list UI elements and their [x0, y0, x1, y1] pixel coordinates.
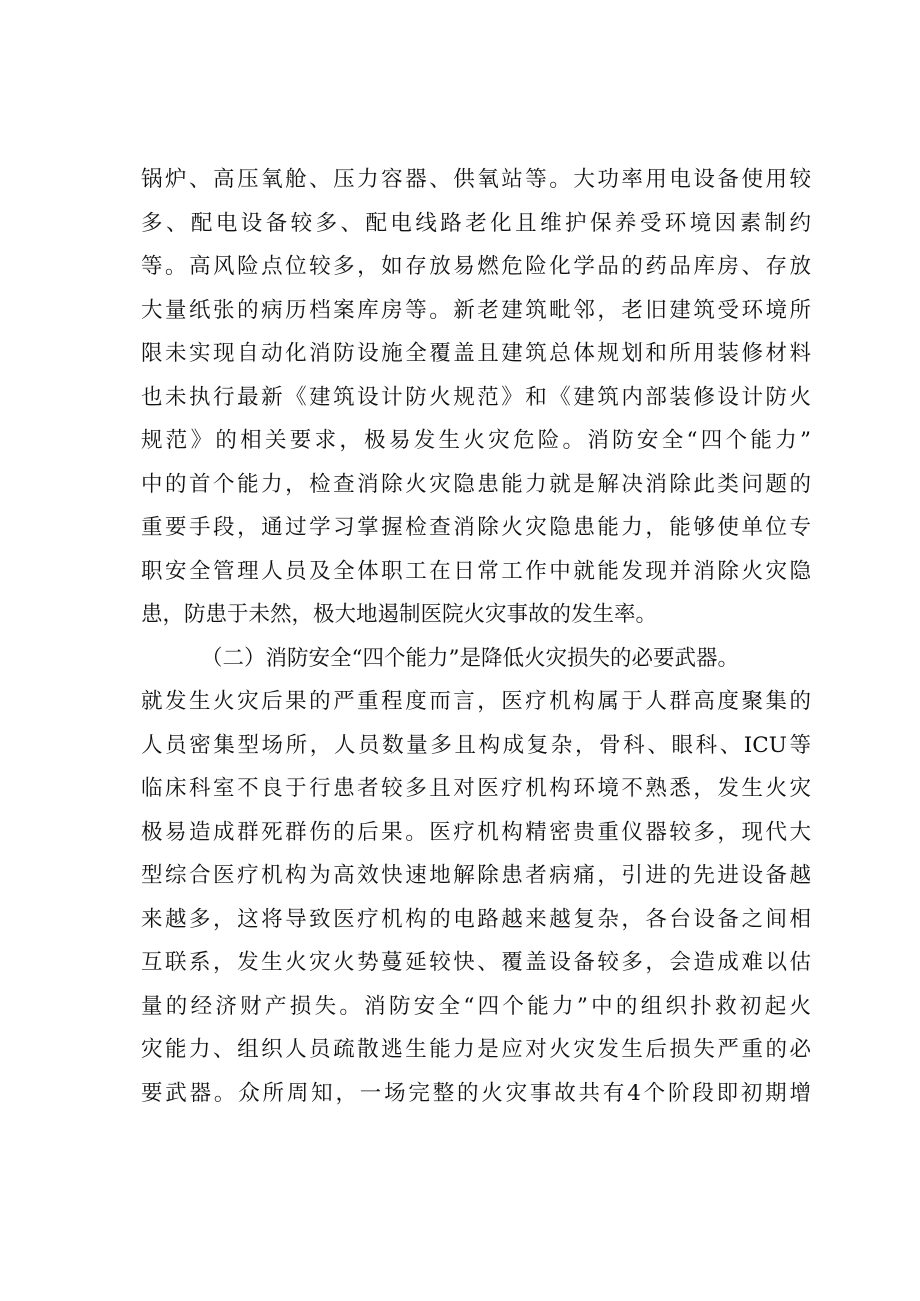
text-line: 就发生火灾后果的严重程度而言，医疗机构属于人群高度聚集的: [141, 689, 811, 714]
paragraph-1: [141, 158, 811, 637]
text-line: 型综合医疗机构为高效快速地解除患者病痛，引进的先进设备越: [141, 863, 811, 888]
text-line: 多、配电设备较多、配电线路老化且维护保养受环境因素制约: [141, 210, 811, 236]
text-line: 锅炉、高压氧舱、压力容器、供氧站等。大功率用电设备使用较: [141, 167, 811, 192]
text-line: 来越多，这将导致医疗机构的电路越来越复杂，各台设备之间相: [141, 906, 811, 932]
text-line: 职安全管理人员及全体职工在日常工作中就能发现并消除火灾隐: [141, 558, 811, 584]
text-line: 极易造成群死群伤的后果。医疗机构精密贵重仪器较多，现代大: [141, 819, 811, 845]
paragraph-2: [141, 637, 811, 1116]
text-line: 等。高风险点位较多，如存放易燃危险化学品的药品库房、存放: [141, 254, 811, 279]
text-line: 中的首个能力，检查消除火灾隐患能力就是解决消除此类问题的: [141, 471, 811, 497]
text-line: 重要手段，通过学习掌握检查消除火灾隐患能力，能够使单位专: [141, 515, 811, 540]
text-line: 互联系，发生火灾火势蔓延较快、覆盖设备较多，会造成难以估: [141, 950, 811, 975]
text-line: 大量纸张的病历档案库房等。新老建筑毗邻，老旧建筑受环境所: [141, 297, 811, 323]
text-line: 患，防患于未然，极大地遏制医院火灾事故的发生率。: [141, 602, 658, 627]
section-heading-line: （二）消防安全“四个能力”是降低火灾损失的必要武器。: [201, 645, 739, 671]
text-line: 量的经济财产损失。消防安全“四个能力”中的组织扑救初起火: [141, 993, 811, 1019]
body-text: [141, 158, 811, 1115]
text-line: 人员密集型场所，人员数量多且构成复杂，骨科、眼科、ICU等: [141, 732, 811, 758]
text-line: 临床科室不良于行患者较多且对医疗机构环境不熟悉，发生火灾: [141, 776, 811, 801]
text-line: 灾能力、组织人员疏散逃生能力是应对火灾发生后损失严重的必: [141, 1037, 811, 1062]
text-line: 要武器。众所周知，一场完整的火灾事故共有4个阶段即初期增: [141, 1080, 811, 1106]
text-line: 也未执行最新《建筑设计防火规范》和《建筑内部装修设计防火: [141, 384, 811, 410]
text-line: 规范》的相关要求，极易发生火灾危险。消防安全“四个能力”: [141, 428, 811, 453]
text-line: 限未实现自动化消防设施全覆盖且建筑总体规划和所用装修材料: [141, 341, 811, 366]
